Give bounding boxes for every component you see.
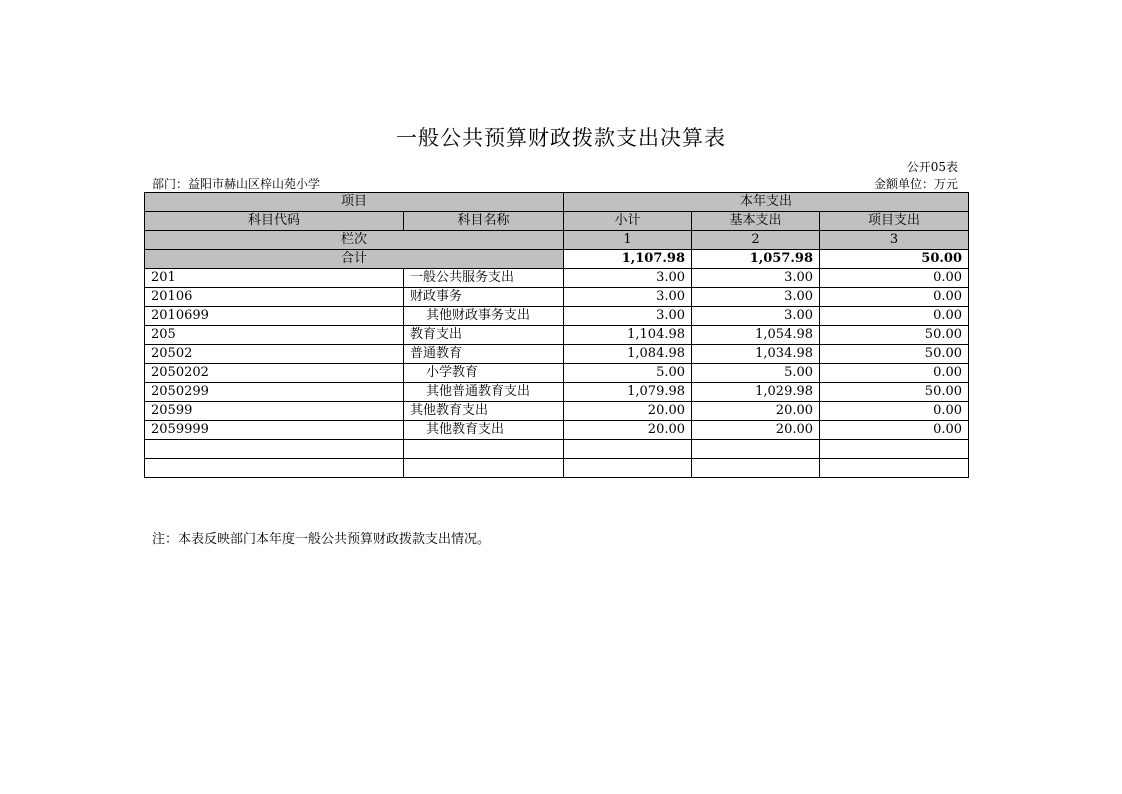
row-code: 20599 xyxy=(145,402,404,421)
expenditure-table xyxy=(144,192,969,478)
row-subtotal: 3.00 xyxy=(564,269,692,288)
empty-row xyxy=(145,459,969,478)
empty-cell xyxy=(820,440,969,459)
total-item: 50.00 xyxy=(820,250,969,269)
empty-row xyxy=(145,440,969,459)
header-item: 项目支出 xyxy=(820,212,969,231)
header-subtotal: 小计 xyxy=(564,212,692,231)
amount-unit-label: 金额单位：万元 xyxy=(873,177,958,191)
row-basic: 3.00 xyxy=(692,269,820,288)
row-item: 50.00 xyxy=(820,326,969,345)
column-number-1: 1 xyxy=(564,231,692,250)
table-row xyxy=(145,345,969,364)
header-current-year: 本年支出 xyxy=(564,193,969,212)
row-subtotal: 1,079.98 xyxy=(564,383,692,402)
row-item: 0.00 xyxy=(820,402,969,421)
header-code: 科目代码 xyxy=(145,212,404,231)
table-row xyxy=(145,326,969,345)
empty-cell xyxy=(404,440,564,459)
row-name: 财政事务 xyxy=(404,288,564,307)
row-name: 一般公共服务支出 xyxy=(404,269,564,288)
row-basic: 1,034.98 xyxy=(692,345,820,364)
header-project: 项目 xyxy=(145,193,564,212)
row-code: 20106 xyxy=(145,288,404,307)
row-basic: 1,054.98 xyxy=(692,326,820,345)
row-subtotal: 20.00 xyxy=(564,402,692,421)
row-basic: 20.00 xyxy=(692,421,820,440)
empty-cell xyxy=(404,459,564,478)
table-row xyxy=(145,307,969,326)
row-code: 2059999 xyxy=(145,421,404,440)
row-item: 50.00 xyxy=(820,383,969,402)
row-item: 50.00 xyxy=(820,345,969,364)
row-subtotal: 20.00 xyxy=(564,421,692,440)
row-name: 其他教育支出 xyxy=(404,402,564,421)
total-basic: 1,057.98 xyxy=(692,250,820,269)
row-subtotal: 3.00 xyxy=(564,307,692,326)
row-code: 205 xyxy=(145,326,404,345)
row-name: 教育支出 xyxy=(404,326,564,345)
table-note: 注：本表反映部门本年度一般公共预算财政拨款支出情况。 xyxy=(152,532,491,547)
row-item: 0.00 xyxy=(820,269,969,288)
row-name: 其他教育支出 xyxy=(404,421,564,440)
table-row xyxy=(145,421,969,440)
row-name: 小学教育 xyxy=(404,364,564,383)
row-name: 普通教育 xyxy=(404,345,564,364)
row-basic: 5.00 xyxy=(692,364,820,383)
header-name: 科目名称 xyxy=(404,212,564,231)
row-item: 0.00 xyxy=(820,288,969,307)
column-number-label: 栏次 xyxy=(145,231,564,250)
row-code: 2050202 xyxy=(145,364,404,383)
table-row xyxy=(145,364,969,383)
row-subtotal: 1,084.98 xyxy=(564,345,692,364)
row-subtotal: 3.00 xyxy=(564,288,692,307)
table-row xyxy=(145,269,969,288)
row-basic: 3.00 xyxy=(692,307,820,326)
empty-cell xyxy=(145,459,404,478)
row-name: 其他普通教育支出 xyxy=(404,383,564,402)
row-subtotal: 5.00 xyxy=(564,364,692,383)
form-number: 公开05表 xyxy=(906,160,958,174)
column-number-row xyxy=(145,231,969,250)
empty-cell xyxy=(692,459,820,478)
header-basic: 基本支出 xyxy=(692,212,820,231)
total-subtotal: 1,107.98 xyxy=(564,250,692,269)
row-basic: 1,029.98 xyxy=(692,383,820,402)
page-title: 一般公共预算财政拨款支出决算表 xyxy=(396,126,726,150)
table-row xyxy=(145,288,969,307)
empty-cell xyxy=(692,440,820,459)
row-subtotal: 1,104.98 xyxy=(564,326,692,345)
header-row-2 xyxy=(145,212,969,231)
empty-cell xyxy=(564,459,692,478)
header-row-1 xyxy=(145,193,969,212)
empty-cell xyxy=(145,440,404,459)
row-item: 0.00 xyxy=(820,307,969,326)
department-label: 部门：益阳市赫山区梓山苑小学 xyxy=(152,177,321,191)
column-number-2: 2 xyxy=(692,231,820,250)
row-code: 20502 xyxy=(145,345,404,364)
row-item: 0.00 xyxy=(820,364,969,383)
row-basic: 20.00 xyxy=(692,402,820,421)
total-row xyxy=(145,250,969,269)
row-basic: 3.00 xyxy=(692,288,820,307)
empty-cell xyxy=(564,440,692,459)
empty-cell xyxy=(820,459,969,478)
row-code: 2010699 xyxy=(145,307,404,326)
column-number-3: 3 xyxy=(820,231,969,250)
row-name: 其他财政事务支出 xyxy=(404,307,564,326)
table-row xyxy=(145,383,969,402)
table-row xyxy=(145,402,969,421)
row-item: 0.00 xyxy=(820,421,969,440)
total-label: 合计 xyxy=(145,250,564,269)
row-code: 201 xyxy=(145,269,404,288)
row-code: 2050299 xyxy=(145,383,404,402)
